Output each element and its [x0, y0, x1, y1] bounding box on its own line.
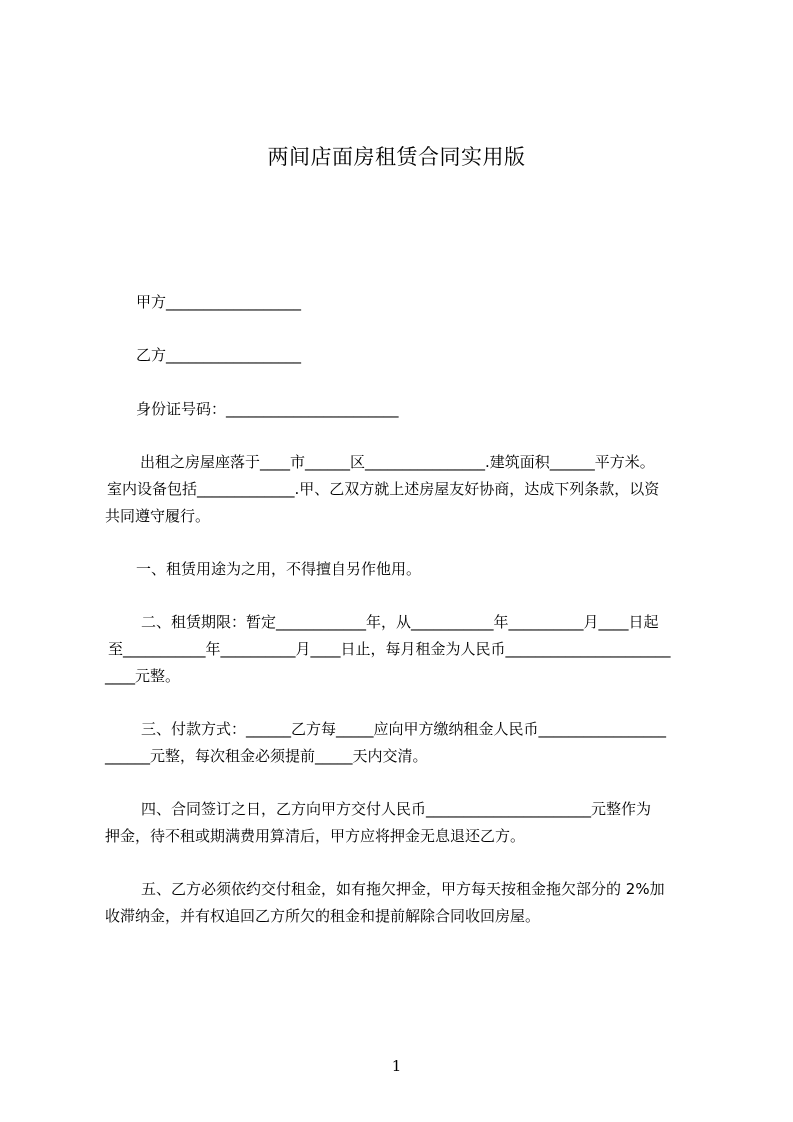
clause-3-line-2: ______元整，每次租金必须提前_____天内交清。: [105, 747, 428, 765]
page-number: 1: [391, 1057, 402, 1075]
clause-2-line-3: ____元整。: [105, 667, 181, 685]
clause-3-line-1: 三、付款方式：______乙方每_____应向甲方缴纳租金人民币_________________: [141, 720, 667, 738]
clause-2-line-1: 二、租赁期限：暂定____________年，从___________年__________月____日起: [141, 613, 659, 631]
clause-5-line-2: 收滞纳金，并有权追回乙方所欠的租金和提前解除合同收回房屋。: [105, 907, 541, 925]
clause-5-line-1: 五、乙方必须依约交付租金，如有拖欠押金，甲方每天按租金拖欠部分的 2%加: [141, 880, 665, 898]
document-title: 两间店面房租赁合同实用版: [267, 145, 526, 169]
clause-intro-line-3: 共同遵守履行。: [105, 507, 211, 525]
clause-2-line-2: 至___________年__________月____日止，每月租金为人民币______________________: [108, 640, 671, 658]
clause-1-line: 一、租赁用途为之用，不得擅自另作他用。: [136, 560, 422, 578]
clause-4-line-2: 押金，待不租或期满费用算清后，甲方应将押金无息退还乙方。: [105, 827, 526, 845]
party-b-line: 乙方__________________: [136, 346, 302, 364]
clause-4-line-1: 四、合同签订之日，乙方向甲方交付人民币______________________元整作为: [141, 800, 652, 818]
clause-intro-line-2: 室内设备包括_____________.甲、乙双方就上述房屋友好协商，达成下列条款，以资: [107, 480, 660, 498]
clause-intro-line-1: 出租之房屋座落于____市______区________________.建筑面积______平方米。: [140, 453, 655, 471]
party-a-line: 甲方__________________: [136, 293, 302, 311]
id-number-line: 身份证号码：_______________________: [136, 400, 399, 418]
